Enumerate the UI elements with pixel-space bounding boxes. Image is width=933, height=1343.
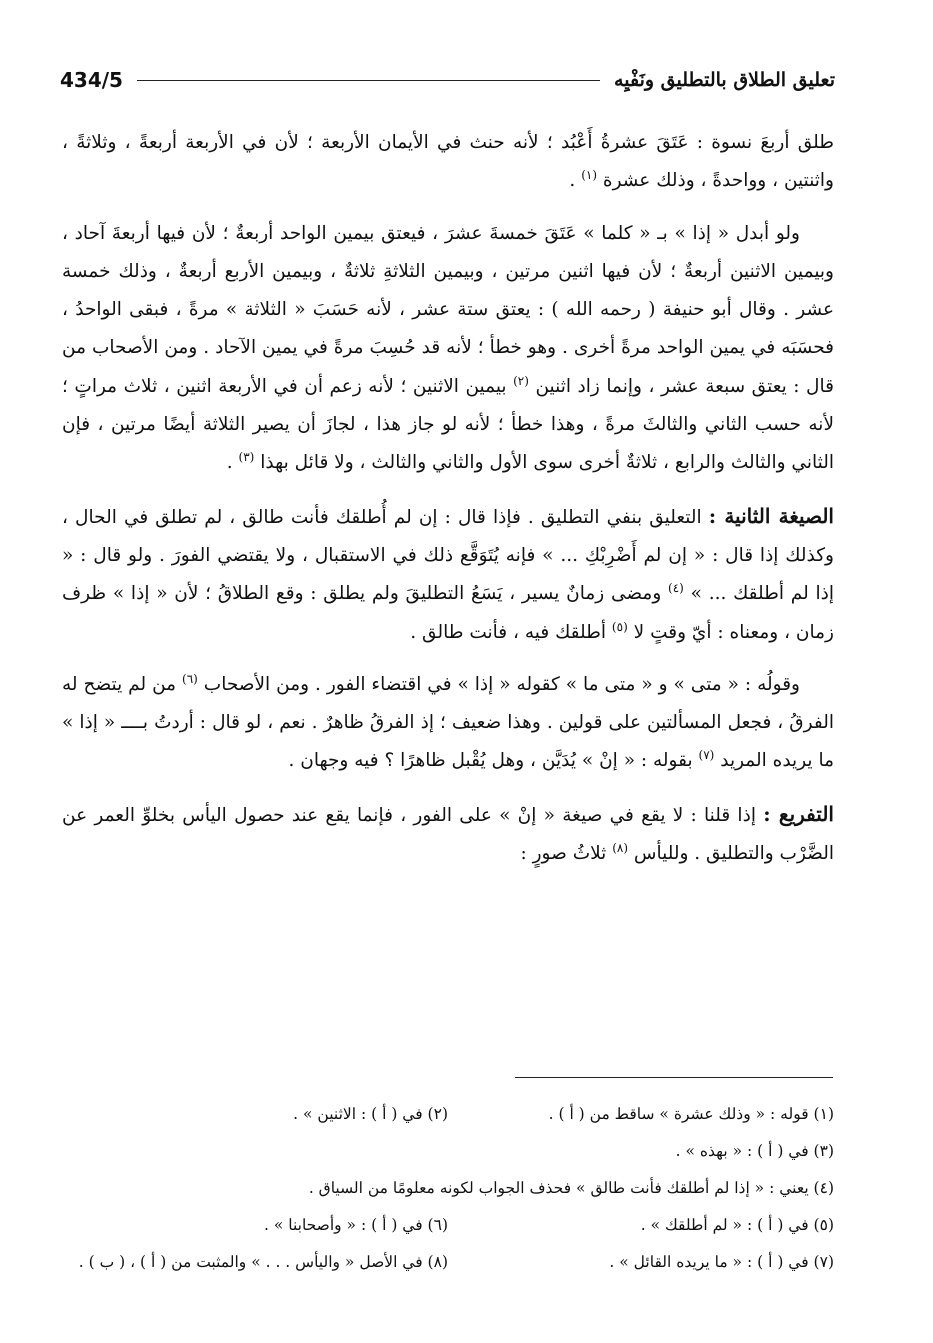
paragraph-1: طلق أربعَ نسوة : عَتَقَ عشرةُ أَعْبُد ؛ لأنه حنث في الأيمان الأربعة ؛ لأن في الأربعة أربعةً ، وثلاثةً ، واثنتين ، وواحدةً ، وذلك عشرة $^{(١)}$ . [62,132,834,192]
footnote-ref: (٨) [612,840,629,855]
paragraph-2: ولو أبدل « إذا » بـ « كلما » عَتَقَ خمسةَ عشرَ ، فيعتق بيمين الواحد أربعةٌ ؛ لأن فيها أربعةَ آحاد ، وبيمين الاثنين أربعةٌ ؛ لأن فيها اثنين مرتين ، وبيمين الثلاثةِ ثلاثةٌ ، وبيمين الأربع أربعةٌ ، وذلك خمسة عشر . وقال أبو حنيفة ( رحمه الله ) : يعتق ستة عشر ، لأنه حَسَبَ « الثلاثة » مرةً ، فبقى الواحدُ ، فحسَبَه في يمين الواحد مرةً أخرى . وهو خطأ ؛ لأنه قد حُسِبَ مرةً في يمين الآحاد . ومن الأصحاب من قال : يعتق سبعة عشر ، وإنما زاد اثنين $^{(٢)}$ بيمين الاثنين ؛ لأنه زعم أن في الأربعة اثنين ، ثلاث مراتٍ ؛ لأنه حسب الثاني والثالثَ مرةً ، وهذا خطأ ؛ لأنه لو جاز هذا ، لجازَ أن يصير الثلاثة أيضًا مرتين ، فإن الثاني والثالث والرابع ، ثلاثةٌ أخرى سوى الأول والثاني والثالث ، ولا قائل بهذا $^{(٣)}$ . [62,222,834,474]
paragraph-4: وقولُه : « متى » و « متى ما » كقوله « إذا » في اقتضاء الفور . ومن الأصحاب $^{(٦)}$ من لم يتضح له الفرقُ ، فجعل المسألتين على قولين . وهذا ضعيف ؛ إذ الفرقُ ظاهرٌ . نعم ، لو قال : أردتُ بــــ « إذا » ما يريده المريد $^{(٧)}$ بقوله : « إنْ » يُدَيَّن ، وهل يُقْبل ظاهرًا ؟ فيه وجهان . [62,671,834,772]
section-heading: التفريع : [763,801,834,826]
footnote: (٨) في الأصل « واليأس . . . » والمثبت من ( أ ) ، ( ب ) . [78,1253,448,1271]
footnote: (٥) في ( أ ) : « لم أطلقك » . [640,1216,834,1234]
footnote-ref: (١) [581,168,598,183]
header-rule [137,80,600,81]
footnotes [62,1096,834,1281]
footnote-row [62,1096,834,1133]
footnote-ref: (٧) [698,748,715,763]
footnote-separator [515,1077,833,1078]
footnote-row [62,1170,834,1207]
paragraph-5: التفريع : إذا قلنا : لا يقع في صيغة « إنْ » على الفور ، فإنما يقع عند حصول اليأس بخلوِّ العمر عن الضَّرْب والتطليق . ولليأس $^{(٨)}$ ثلاثُ صورٍ : [62,801,834,865]
footnote-ref: (٥) [611,619,628,634]
footnote: (٢) في ( أ ) : الاثنين » . [293,1105,448,1123]
running-title: تعليق الطلاق بالتطليق ونَفْيِه [614,69,835,91]
main-text [62,124,834,887]
footnote-row [62,1207,834,1244]
footnote: (٦) في ( أ ) : « وأصحابنا » . [263,1216,448,1234]
footnote-ref: (٢) [513,373,529,388]
footnote: (٧) في ( أ ) : « ما يريده القائل » . [609,1253,834,1271]
page-header [60,60,835,100]
footnote-ref: (٦) [182,671,198,686]
page-number: 434/5 [60,68,123,92]
paragraph-3: الصيغة الثانية : التعليق بنفي التطليق . فإذا قال : إن لم أُطلقك فأنت طالق ، لم تطلق في الحال ، وكذلك إذا قال : « إن لم أَضْرِبْكِ ... » فإنه يُتَوَقَّع ذلك في الاستقبال ، ولا يقتضي الفورَ . ولو قال : « إذا لم أطلقك ... » $^{(٤)}$ ومضى زمانٌ يسير ، يَسَعُ التطليقَ ولم يطلق : وقع الطلاقُ ؛ لأن « إذا » ظرف زمان ، ومعناه : أيّ وقتٍ لا $^{(٥)}$ أطلقك فيه ، فأنت طالق . [62,503,835,643]
footnote-ref: (٣) [238,450,255,465]
footnote: (١) قوله : « وذلك عشرة » ساقط من ( أ ) . [548,1105,834,1123]
footnote: (٤) يعني : « إذا لم أطلقك فأنت طالق » فحذف الجواب لكونه معلومًا من السياق . [308,1179,834,1197]
footnote-ref: (٤) [668,581,684,596]
footnote-row [62,1244,834,1281]
footnote-row [62,1133,834,1170]
section-heading: الصيغة الثانية : [708,503,834,528]
footnote: (٣) في ( أ ) : « بهذه » . [675,1142,834,1160]
